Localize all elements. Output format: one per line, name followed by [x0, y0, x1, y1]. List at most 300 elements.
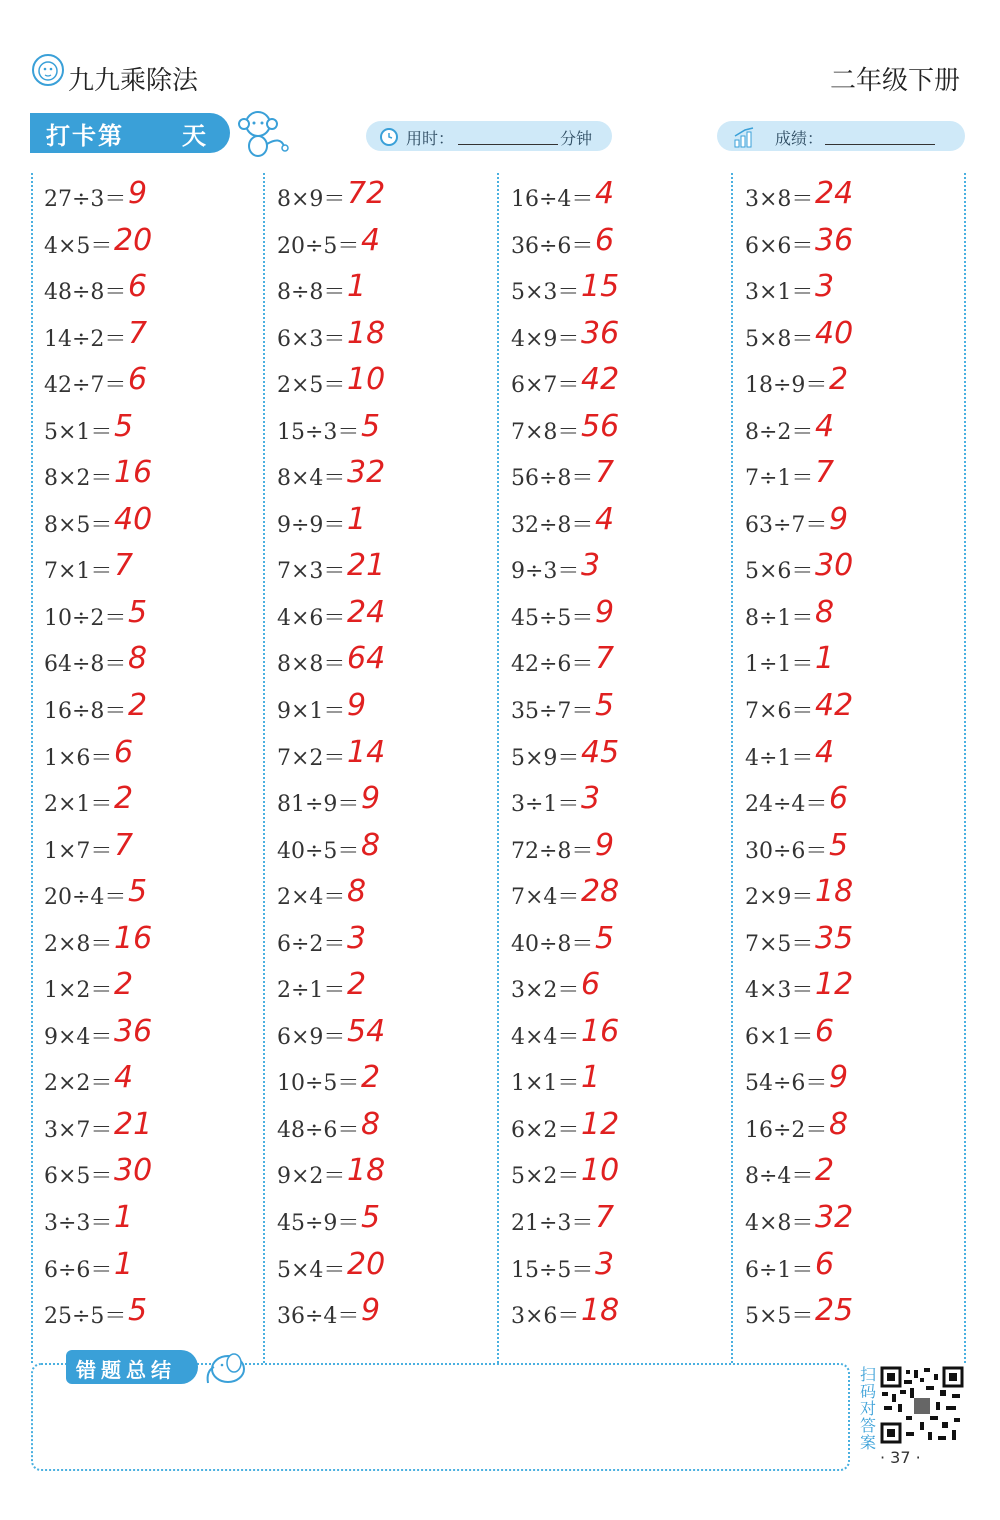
problem-row [745, 686, 965, 733]
handwritten-answer[interactable]: 15 [581, 269, 620, 305]
problem-row [511, 872, 731, 919]
problem-column [44, 174, 264, 1338]
check-in-day-banner [30, 113, 230, 153]
handwritten-answer[interactable]: 16 [114, 920, 153, 956]
problem-row [277, 1245, 497, 1292]
problem-equation: 27÷3＝ [44, 187, 127, 212]
handwritten-answer[interactable]: 54 [347, 1013, 386, 1049]
handwritten-answer[interactable]: 1 [347, 269, 367, 305]
handwritten-answer[interactable]: 24 [815, 176, 854, 211]
handwritten-answer[interactable]: 36 [114, 1013, 153, 1049]
elephant-icon [200, 1345, 252, 1387]
problem-row [511, 639, 731, 686]
handwritten-answer[interactable]: 2 [347, 967, 367, 1003]
problem-equation: 24÷4＝ [745, 792, 828, 818]
handwritten-answer[interactable]: 9 [361, 1293, 381, 1329]
problem-equation: 15÷3＝ [277, 419, 360, 445]
problem-row [277, 314, 497, 361]
problem-equation: 4×3＝ [745, 978, 814, 1004]
problem-equation: 6÷1＝ [745, 1257, 814, 1283]
monkey-icon [232, 106, 290, 158]
score-blank[interactable] [825, 144, 935, 145]
summary-label: 错题总结 [76, 1358, 176, 1382]
handwritten-answer[interactable]: 9 [128, 176, 148, 211]
problem-equation: 3×8＝ [745, 187, 814, 212]
problem-equation: 21÷3＝ [511, 1211, 594, 1237]
problem-row [745, 779, 965, 826]
problem-equation: 4×4＝ [511, 1024, 580, 1050]
problem-equation: 8÷2＝ [745, 419, 814, 445]
handwritten-answer[interactable]: 5 [595, 920, 615, 956]
problem-row [44, 639, 264, 686]
problem-row [511, 314, 731, 361]
problem-row [44, 500, 264, 547]
problem-row [511, 453, 731, 500]
problem-row [44, 1151, 264, 1198]
handwritten-answer[interactable]: 4 [815, 408, 835, 444]
page-number: · 37 · [880, 1448, 921, 1467]
problem-row [277, 500, 497, 547]
handwritten-answer[interactable]: 18 [815, 874, 854, 910]
handwritten-answer[interactable]: 3 [581, 781, 601, 817]
problem-row [745, 872, 965, 919]
problem-row [277, 826, 497, 873]
problem-row [44, 733, 264, 780]
problem-equation: 7×8＝ [511, 419, 580, 445]
problem-row [745, 1198, 965, 1245]
problem-row [277, 1058, 497, 1105]
problem-row [44, 965, 264, 1012]
time-field [366, 121, 612, 151]
problem-row [277, 360, 497, 407]
problem-equation: 5×4＝ [277, 1257, 346, 1283]
problem-column [277, 174, 497, 1338]
handwritten-answer[interactable]: 30 [815, 548, 854, 584]
handwritten-answer[interactable]: 3 [581, 548, 601, 584]
problem-row [511, 267, 731, 314]
handwritten-answer[interactable]: 2 [361, 1060, 381, 1096]
problem-equation: 7÷1＝ [745, 466, 814, 492]
problem-row [511, 686, 731, 733]
problem-equation: 35÷7＝ [511, 699, 594, 725]
problem-equation: 40÷8＝ [511, 931, 594, 957]
day-unit: 天 [182, 122, 206, 150]
problem-row [745, 1105, 965, 1152]
handwritten-answer[interactable]: 32 [815, 1200, 854, 1236]
problem-equation: 7×5＝ [745, 931, 814, 957]
handwritten-answer[interactable]: 7 [595, 1200, 615, 1236]
handwritten-answer[interactable]: 5 [361, 408, 381, 444]
handwritten-answer[interactable]: 6 [815, 1246, 835, 1282]
problem-row [745, 1151, 965, 1198]
problem-equation: 63÷7＝ [745, 512, 828, 538]
problem-row [511, 1151, 731, 1198]
problem-row [511, 919, 731, 966]
handwritten-answer[interactable]: 24 [347, 594, 386, 630]
handwritten-answer[interactable]: 9 [829, 1060, 849, 1096]
handwritten-answer[interactable]: 16 [114, 455, 153, 491]
problem-equation: 8÷4＝ [745, 1164, 814, 1190]
problem-equation: 1×7＝ [44, 838, 113, 864]
handwritten-answer[interactable]: 28 [581, 874, 620, 910]
handwritten-answer[interactable]: 16 [581, 1013, 620, 1049]
handwritten-answer[interactable]: 72 [347, 176, 386, 211]
problem-equation: 8×9＝ [277, 187, 346, 212]
handwritten-answer[interactable]: 9 [829, 501, 849, 537]
problem-equation: 9×1＝ [277, 699, 346, 725]
handwritten-answer[interactable]: 8 [361, 1106, 381, 1142]
problem-row [44, 1012, 264, 1059]
problem-row [277, 267, 497, 314]
handwritten-answer[interactable]: 8 [128, 641, 148, 677]
problem-row [44, 779, 264, 826]
problem-row [745, 360, 965, 407]
handwritten-answer[interactable]: 9 [595, 594, 615, 630]
problem-equation: 6×6＝ [745, 233, 814, 259]
handwritten-answer[interactable]: 5 [361, 1200, 381, 1236]
handwritten-answer[interactable]: 4 [114, 1060, 134, 1096]
score-field [717, 121, 965, 151]
problem-equation: 16÷8＝ [44, 699, 127, 725]
problem-row [44, 221, 264, 268]
handwritten-answer[interactable]: 12 [581, 1106, 620, 1142]
handwritten-answer[interactable]: 64 [347, 641, 386, 677]
handwritten-answer[interactable]: 1 [114, 1246, 134, 1282]
handwritten-answer[interactable]: 14 [347, 734, 386, 770]
handwritten-answer[interactable]: 5 [595, 688, 615, 724]
problem-equation: 9÷3＝ [511, 559, 580, 585]
problem-row [44, 1058, 264, 1105]
handwritten-answer[interactable]: 56 [581, 408, 620, 444]
handwritten-answer[interactable]: 20 [347, 1246, 386, 1282]
problem-equation: 5×5＝ [745, 1304, 814, 1330]
problem-row [511, 733, 731, 780]
handwritten-answer[interactable]: 4 [595, 501, 615, 537]
handwritten-answer[interactable]: 5 [128, 594, 148, 630]
problem-equation: 5×1＝ [44, 419, 113, 445]
problem-equation: 2×4＝ [277, 885, 346, 911]
problem-equation: 8×4＝ [277, 466, 346, 492]
problem-column [511, 174, 731, 1338]
handwritten-answer[interactable]: 42 [815, 688, 854, 724]
problem-equation: 36÷6＝ [511, 233, 594, 259]
problem-equation: 3×7＝ [44, 1117, 113, 1143]
problem-row [44, 314, 264, 361]
problem-row [745, 965, 965, 1012]
problem-row [511, 407, 731, 454]
problem-equation: 8×2＝ [44, 466, 113, 492]
problem-equation: 7×6＝ [745, 699, 814, 725]
handwritten-answer[interactable]: 2 [128, 688, 148, 724]
handwritten-answer[interactable]: 6 [829, 781, 849, 817]
handwritten-answer[interactable]: 3 [347, 920, 367, 956]
handwritten-answer[interactable]: 10 [347, 362, 386, 398]
handwritten-answer[interactable]: 1 [581, 1060, 601, 1096]
problem-equation: 45÷9＝ [277, 1211, 360, 1237]
handwritten-answer[interactable]: 36 [815, 222, 854, 258]
day-label: 打卡第 [46, 122, 124, 150]
problem-equation: 9×4＝ [44, 1024, 113, 1050]
qr-code[interactable] [880, 1366, 964, 1444]
problem-equation: 5×6＝ [745, 559, 814, 585]
problem-row [745, 546, 965, 593]
handwritten-answer[interactable]: 2 [114, 967, 134, 1003]
problem-row [745, 1012, 965, 1059]
problem-equation: 18÷9＝ [745, 373, 828, 399]
problem-row [44, 593, 264, 640]
handwritten-answer[interactable]: 36 [581, 315, 620, 351]
scan-for-answers-label: 扫 码 对 答 案 [859, 1365, 876, 1452]
problem-row [277, 919, 497, 966]
problem-equation: 3÷3＝ [44, 1211, 113, 1237]
handwritten-answer[interactable]: 21 [114, 1106, 153, 1142]
problem-equation: 32÷8＝ [511, 512, 594, 538]
problem-row [277, 221, 497, 268]
problem-equation: 4×6＝ [277, 605, 346, 631]
problem-equation: 20÷4＝ [44, 885, 127, 911]
problem-equation: 1×2＝ [44, 978, 113, 1004]
problem-equation: 2×2＝ [44, 1071, 113, 1097]
problem-row [44, 267, 264, 314]
handwritten-answer[interactable]: 7 [114, 548, 134, 584]
handwritten-answer[interactable]: 9 [361, 781, 381, 817]
handwritten-answer[interactable]: 2 [829, 362, 849, 398]
column-divider [497, 173, 499, 1363]
book-title: 九九乘除法 [68, 66, 199, 96]
problem-row [511, 1105, 731, 1152]
handwritten-answer[interactable]: 9 [595, 827, 615, 863]
time-unit: 分钟 [560, 129, 593, 148]
problem-equation: 42÷7＝ [44, 373, 127, 399]
problem-row [745, 500, 965, 547]
problem-equation: 2×1＝ [44, 792, 113, 818]
problem-equation: 20÷5＝ [277, 233, 360, 259]
problem-equation: 9×2＝ [277, 1164, 346, 1190]
problem-column [745, 174, 965, 1338]
problem-equation: 6×7＝ [511, 373, 580, 399]
handwritten-answer[interactable]: 20 [114, 222, 153, 258]
problem-equation: 8×8＝ [277, 652, 346, 678]
problem-equation: 5×8＝ [745, 326, 814, 352]
handwritten-answer[interactable]: 4 [361, 222, 381, 258]
problem-equation: 42÷6＝ [511, 652, 594, 678]
handwritten-answer[interactable]: 5 [128, 1293, 148, 1329]
problem-row [745, 1291, 965, 1338]
problem-equation: 8÷1＝ [745, 605, 814, 631]
problem-row [277, 1012, 497, 1059]
handwritten-answer[interactable]: 12 [815, 967, 854, 1003]
problem-equation: 2×5＝ [277, 373, 346, 399]
problem-row [44, 407, 264, 454]
handwritten-answer[interactable]: 3 [815, 269, 835, 305]
problem-equation: 3×6＝ [511, 1304, 580, 1330]
handwritten-answer[interactable]: 4 [595, 176, 615, 211]
handwritten-answer[interactable]: 18 [581, 1293, 620, 1329]
problem-equation: 6×9＝ [277, 1024, 346, 1050]
problem-row [44, 453, 264, 500]
problem-row [511, 500, 731, 547]
problem-row [277, 639, 497, 686]
handwritten-answer[interactable]: 30 [114, 1153, 153, 1189]
problem-row [44, 546, 264, 593]
problem-row [745, 314, 965, 361]
problem-equation: 10÷5＝ [277, 1071, 360, 1097]
handwritten-answer[interactable]: 7 [114, 827, 134, 863]
problem-equation: 7×3＝ [277, 559, 346, 585]
problem-equation: 16÷2＝ [745, 1117, 828, 1143]
problem-row [745, 826, 965, 873]
problem-equation: 30÷6＝ [745, 838, 828, 864]
problem-row [745, 919, 965, 966]
time-blank[interactable] [458, 144, 558, 145]
handwritten-answer[interactable]: 45 [581, 734, 620, 770]
handwritten-answer[interactable]: 6 [581, 967, 601, 1003]
problem-equation: 64÷8＝ [44, 652, 127, 678]
problem-row [44, 360, 264, 407]
handwritten-answer[interactable]: 6 [128, 362, 148, 398]
problem-equation: 1×1＝ [511, 1071, 580, 1097]
handwritten-answer[interactable]: 6 [815, 1013, 835, 1049]
handwritten-answer[interactable]: 2 [114, 781, 134, 817]
handwritten-answer[interactable]: 42 [581, 362, 620, 398]
problem-row [44, 1105, 264, 1152]
problem-equation: 6×1＝ [745, 1024, 814, 1050]
problem-equation: 6÷2＝ [277, 931, 346, 957]
problem-row [511, 965, 731, 1012]
handwritten-answer[interactable]: 35 [815, 920, 854, 956]
time-label: 用时： [406, 129, 455, 148]
problem-row [277, 686, 497, 733]
problem-equation: 4÷1＝ [745, 745, 814, 771]
problem-equation: 3×2＝ [511, 978, 580, 1004]
problem-equation: 36÷4＝ [277, 1304, 360, 1330]
handwritten-answer[interactable]: 1 [347, 501, 367, 537]
problem-equation: 1÷1＝ [745, 652, 814, 678]
problem-row [745, 593, 965, 640]
problem-equation: 7×1＝ [44, 559, 113, 585]
problem-equation: 7×2＝ [277, 745, 346, 771]
handwritten-answer[interactable]: 32 [347, 455, 386, 491]
column-divider [731, 173, 733, 1363]
problem-equation: 45÷5＝ [511, 605, 594, 631]
handwritten-answer[interactable]: 8 [361, 827, 381, 863]
problem-row [511, 360, 731, 407]
handwritten-answer[interactable]: 18 [347, 1153, 386, 1189]
problem-row [511, 1245, 731, 1292]
problem-equation: 3×1＝ [745, 280, 814, 306]
handwritten-answer[interactable]: 6 [595, 222, 615, 258]
handwritten-answer[interactable]: 5 [128, 874, 148, 910]
problem-row [745, 1058, 965, 1105]
problem-equation: 6×5＝ [44, 1164, 113, 1190]
problem-equation: 4×5＝ [44, 233, 113, 259]
problem-equation: 14÷2＝ [44, 326, 127, 352]
handwritten-answer[interactable]: 5 [829, 827, 849, 863]
handwritten-answer[interactable]: 25 [815, 1293, 854, 1329]
problem-row [511, 1058, 731, 1105]
problem-equation: 8×5＝ [44, 512, 113, 538]
problem-row [511, 1198, 731, 1245]
handwritten-answer[interactable]: 6 [128, 269, 148, 305]
problem-row [277, 1291, 497, 1338]
problem-row [277, 733, 497, 780]
problem-equation: 9÷9＝ [277, 512, 346, 538]
problem-equation: 72÷8＝ [511, 838, 594, 864]
handwritten-answer[interactable]: 4 [815, 734, 835, 770]
handwritten-answer[interactable]: 7 [595, 455, 615, 491]
problem-row [511, 174, 731, 221]
problem-equation: 4×8＝ [745, 1211, 814, 1237]
problem-row [277, 407, 497, 454]
problem-equation: 5×2＝ [511, 1164, 580, 1190]
problem-equation: 2×9＝ [745, 885, 814, 911]
problem-row [277, 174, 497, 221]
handwritten-answer[interactable]: 40 [815, 315, 854, 351]
handwritten-answer[interactable]: 8 [347, 874, 367, 910]
handwritten-answer[interactable]: 10 [581, 1153, 620, 1189]
problem-row [44, 1198, 264, 1245]
handwritten-answer[interactable]: 8 [815, 594, 835, 630]
handwritten-answer[interactable]: 3 [595, 1246, 615, 1282]
problem-row [44, 919, 264, 966]
handwritten-answer[interactable]: 18 [347, 315, 386, 351]
problem-row [44, 174, 264, 221]
problem-equation: 81÷9＝ [277, 792, 360, 818]
problem-equation: 3÷1＝ [511, 792, 580, 818]
problem-equation: 54÷6＝ [745, 1071, 828, 1097]
handwritten-answer[interactable]: 21 [347, 548, 386, 584]
problem-row [745, 267, 965, 314]
handwritten-answer[interactable]: 6 [114, 734, 134, 770]
problem-equation: 16÷4＝ [511, 187, 594, 212]
grade-label: 二年级下册 [829, 66, 960, 96]
problem-row [745, 453, 965, 500]
problem-row [745, 174, 965, 221]
handwritten-answer[interactable]: 40 [114, 501, 153, 537]
problem-row [277, 965, 497, 1012]
problem-row [745, 639, 965, 686]
problem-equation: 5×3＝ [511, 280, 580, 306]
problem-row [44, 826, 264, 873]
mistake-summary-tab [66, 1350, 198, 1384]
problem-equation: 2÷1＝ [277, 978, 346, 1004]
problem-row [277, 593, 497, 640]
problem-row [277, 546, 497, 593]
handwritten-answer[interactable]: 8 [829, 1106, 849, 1142]
problem-row [745, 407, 965, 454]
problem-row [511, 779, 731, 826]
handwritten-answer[interactable]: 5 [114, 408, 134, 444]
handwritten-answer[interactable]: 7 [128, 315, 148, 351]
problem-row [277, 453, 497, 500]
problem-row [511, 221, 731, 268]
problem-equation: 1×6＝ [44, 745, 113, 771]
problem-equation: 6×2＝ [511, 1117, 580, 1143]
handwritten-answer[interactable]: 1 [815, 641, 835, 677]
problem-row [511, 826, 731, 873]
handwritten-answer[interactable]: 9 [347, 688, 367, 724]
problem-equation: 4×9＝ [511, 326, 580, 352]
column-divider [31, 173, 33, 1363]
problem-equation: 6÷6＝ [44, 1257, 113, 1283]
handwritten-answer[interactable]: 2 [815, 1153, 835, 1189]
handwritten-answer[interactable]: 7 [595, 641, 615, 677]
handwritten-answer[interactable]: 7 [815, 455, 835, 491]
problem-equation: 25÷5＝ [44, 1304, 127, 1330]
handwritten-answer[interactable]: 1 [114, 1200, 134, 1236]
problem-equation: 6×3＝ [277, 326, 346, 352]
problem-row [44, 686, 264, 733]
